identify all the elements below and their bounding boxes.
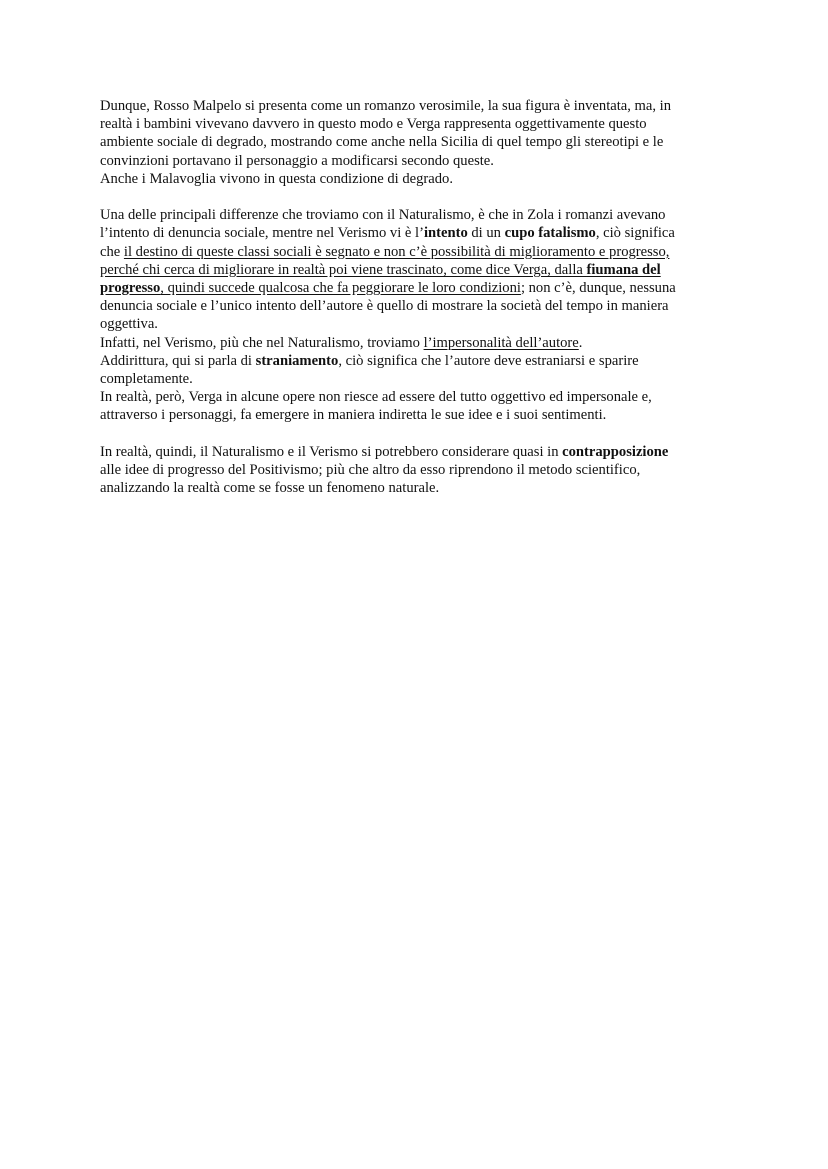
bold-term-contrapposizione: contrapposizione: [562, 443, 669, 460]
text-line: [100, 243, 716, 261]
text-line: convinzioni portavano il personaggio a modificarsi secondo queste.: [100, 152, 494, 169]
paragraph-conclusione: [100, 443, 716, 498]
text-segment: Infatti, nel Verismo, più che nel Naturalismo, troviamo: [100, 334, 424, 351]
underlined-text: , quindi succede qualcosa che fa peggiorare le loro condizioni: [160, 280, 521, 297]
paragraph-spacer: [100, 425, 716, 443]
text-line: In realtà, però, Verga in alcune opere non riesce ad essere del tutto oggettivo ed impersonale e,: [100, 389, 652, 406]
underlined-text: il destino di queste classi sociali è segnato e non c’è possibilità di miglioramento e progresso,: [123, 243, 670, 260]
text-line: completamente.: [100, 371, 193, 388]
text-line: alle idee di progresso del Positivismo; più che altro da esso riprendono il metodo scientifico,: [100, 462, 641, 479]
text-segment: In realtà, quindi, il Naturalismo e il Verismo si potrebbero considerare quasi in: [100, 443, 563, 460]
bold-term-fiumana-del-progresso: progresso: [100, 280, 161, 297]
text-segment: , ciò significa: [595, 225, 675, 242]
text-line: [100, 261, 716, 279]
document-page: [100, 97, 716, 497]
paragraph-naturalismo-verismo: [100, 206, 716, 424]
text-segment: l’intento di denuncia sociale, mentre nel Verismo vi è l’: [100, 225, 424, 242]
text-line: denuncia sociale e l’unico intento dell’autore è quello di mostrare la società del tempo in maniera: [100, 298, 669, 315]
bold-term-straniamento: straniamento: [255, 352, 339, 369]
text-segment: che: [100, 243, 124, 260]
text-line: ambiente sociale di degrado, mostrando come anche nella Sicilia di quel tempo gli stereotipi e le: [100, 134, 664, 151]
bold-term-intento: intento: [423, 225, 468, 242]
text-line: [100, 279, 716, 297]
bold-term-cupo-fatalismo: cupo fatalismo: [504, 225, 596, 242]
text-line: [100, 224, 716, 242]
text-segment: ; non c’è, dunque, nessuna: [520, 280, 676, 297]
text-segment: Addirittura, qui si parla di: [100, 352, 256, 369]
text-line: analizzando la realtà come se fosse un fenomeno naturale.: [100, 480, 440, 497]
text-line: realtà i bambini vivevano davvero in questo modo e Verga rappresenta oggettivamente questo: [100, 116, 647, 133]
underlined-text: l’impersonalità dell’autore: [423, 334, 579, 351]
text-line: Anche i Malavoglia vivono in questa condizione di degrado.: [100, 170, 453, 187]
text-line: [100, 352, 716, 370]
text-segment: di un: [467, 225, 505, 242]
paragraph-rosso-malpelo: [100, 97, 716, 188]
bold-term-fiumana-del-progresso: fiumana del: [586, 261, 661, 278]
text-line: Dunque, Rosso Malpelo si presenta come un romanzo verosimile, la sua figura è inventata, ma, in: [100, 98, 672, 114]
text-line: oggettiva.: [100, 316, 158, 333]
underlined-text: perché chi cerca di migliorare in realtà poi viene trascinato, come dice Verga, dalla: [100, 261, 587, 278]
text-line: [100, 334, 716, 352]
text-line: Una delle principali differenze che troviamo con il Naturalismo, è che in Zola i romanzi avevano: [100, 207, 666, 224]
text-segment: .: [578, 334, 583, 351]
text-line: attraverso i personaggi, fa emergere in maniera indiretta le sue idee e i suoi sentimenti.: [100, 407, 607, 424]
text-segment: , ciò significa che l’autore deve estraniarsi e sparire: [338, 352, 639, 369]
paragraph-spacer: [100, 188, 716, 206]
text-line: [100, 443, 716, 461]
